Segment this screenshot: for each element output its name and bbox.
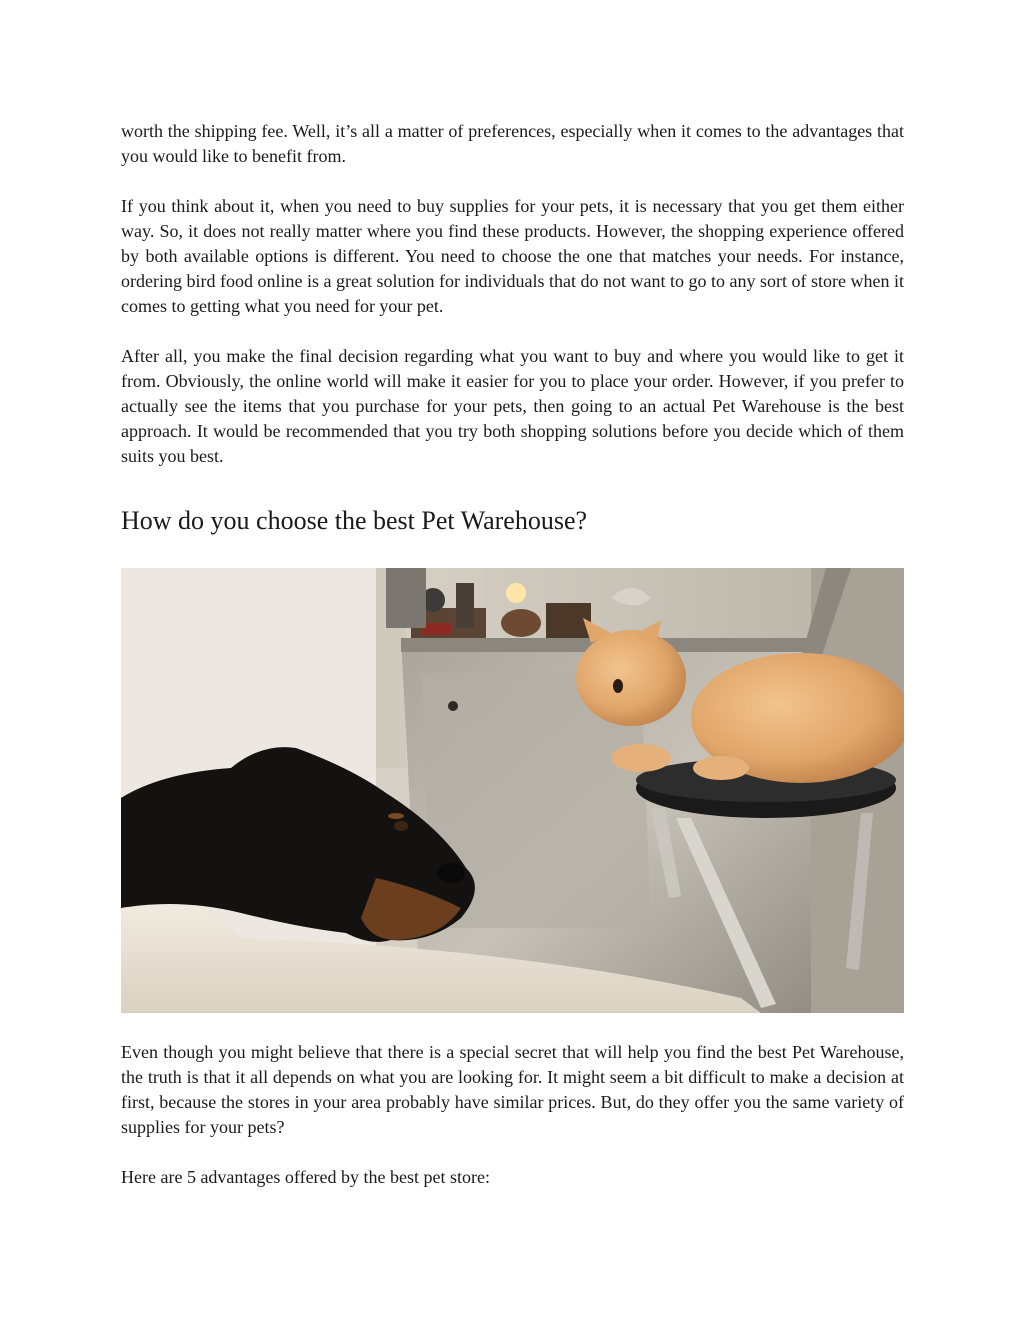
dog-and-cat-photo — [121, 568, 904, 1013]
paragraph-special-secret: Even though you might believe that there is a special secret that will help you find the best Pet Warehouse, the truth is that it all depends on what you are looking for. It might seem a bit difficult to make a decision at first, because the stores in your area probably have similar prices. But, do they offer you the same variety of supplies for your pets? — [121, 1042, 904, 1137]
section-heading: How do you choose the best Pet Warehouse? — [121, 506, 588, 535]
document-page — [121, 119, 904, 1215]
paragraph-final-decision: After all, you make the final decision regarding what you want to buy and where you would like to get it from. Obviously, the online world will make it easier for you to place your order. However, if you prefer to actually see the items that you purchase for your pets, then going to an actual Pet Warehouse is the best approach. It would be recommended that you try both shopping solutions before you decide which of them suits you best. — [121, 346, 904, 466]
paragraph-advantages-intro: Here are 5 advantages offered by the best pet store: — [121, 1167, 491, 1187]
paragraph-shipping-fee: worth the shipping fee. Well, it’s all a matter of preferences, especially when it comes to the advantages that you would like to benefit from. — [121, 121, 904, 166]
paragraph-buy-supplies: If you think about it, when you need to buy supplies for your pets, it is necessary that you get them either way. So, it does not really matter where you find these products. However, the shopping experience offered by both available options is different. You need to choose the one that matches your needs. For instance, ordering bird food online is a great solution for individuals that do not want to go to any sort of store when it comes to getting what you need for your pet. — [121, 196, 904, 316]
